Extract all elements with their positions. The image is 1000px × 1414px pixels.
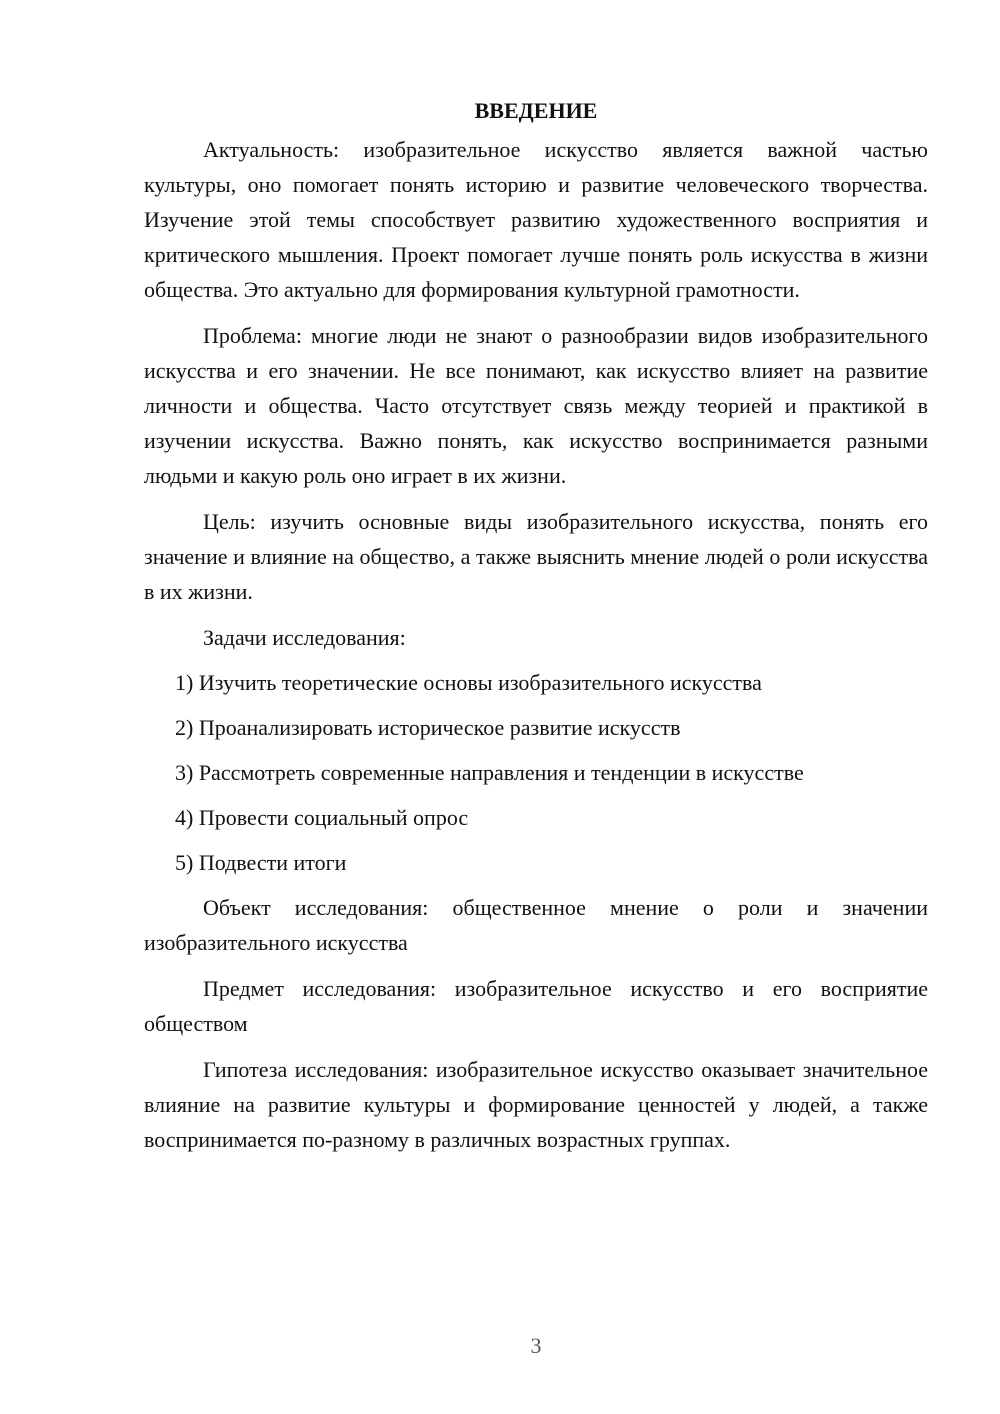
task-item: 2) Проанализировать историческое развитие искусств — [175, 715, 681, 740]
task-item: 3) Рассмотреть современные направления и тенденции в искусстве — [175, 760, 804, 785]
document-title: ВВЕДЕНИЕ — [474, 98, 598, 123]
task-item: 5) Подвести итоги — [175, 850, 347, 875]
goal-paragraph: Цель: изучить основные виды изобразительного искусства, понять его значение и влияние на общество, а также выяснить мнение людей о роли искусства в их жизни. — [144, 509, 928, 604]
page-number: 3 — [530, 1333, 542, 1358]
hypothesis-paragraph: Гипотеза исследования: изобразительное искусство оказывает значительное влияние на развитие культуры и формирование ценностей у людей, а также воспринимается по-разному в различных возрастных группах. — [144, 1057, 928, 1152]
problem-paragraph: Проблема: многие люди не знают о разнообразии видов изобразительного искусства и его значении. Не все понимают, как искусство влияет на развитие личности и общества. Часто отсутствует связь между теорией и практикой в изучении искусства. Важно понять, как искусство воспринимается разными людьми и какую роль оно играет в их жизни. — [144, 323, 928, 488]
object-paragraph: Объект исследования: общественное мнение о роли и значении изобразительного искусства — [144, 895, 928, 955]
document-page — [144, 95, 928, 1157]
tasks-list — [144, 665, 928, 880]
task-item: 1) Изучить теоретические основы изобразительного искусства — [175, 670, 762, 695]
task-item: 4) Провести социальный опрос — [175, 805, 469, 830]
relevance-paragraph: Актуальность: изобразительное искусство является важной частью культуры, оно помогает понять историю и развитие человеческого творчества. Изучение этой темы способствует развитию художественного восприятия и критического мышления. Проект помогает лучше понять роль искусства в жизни общества. Это актуально для формирования культурной грамотности. — [144, 137, 928, 302]
subject-paragraph: Предмет исследования: изобразительное искусство и его восприятие обществом — [144, 976, 928, 1036]
tasks-heading: Задачи исследования: — [203, 625, 406, 650]
